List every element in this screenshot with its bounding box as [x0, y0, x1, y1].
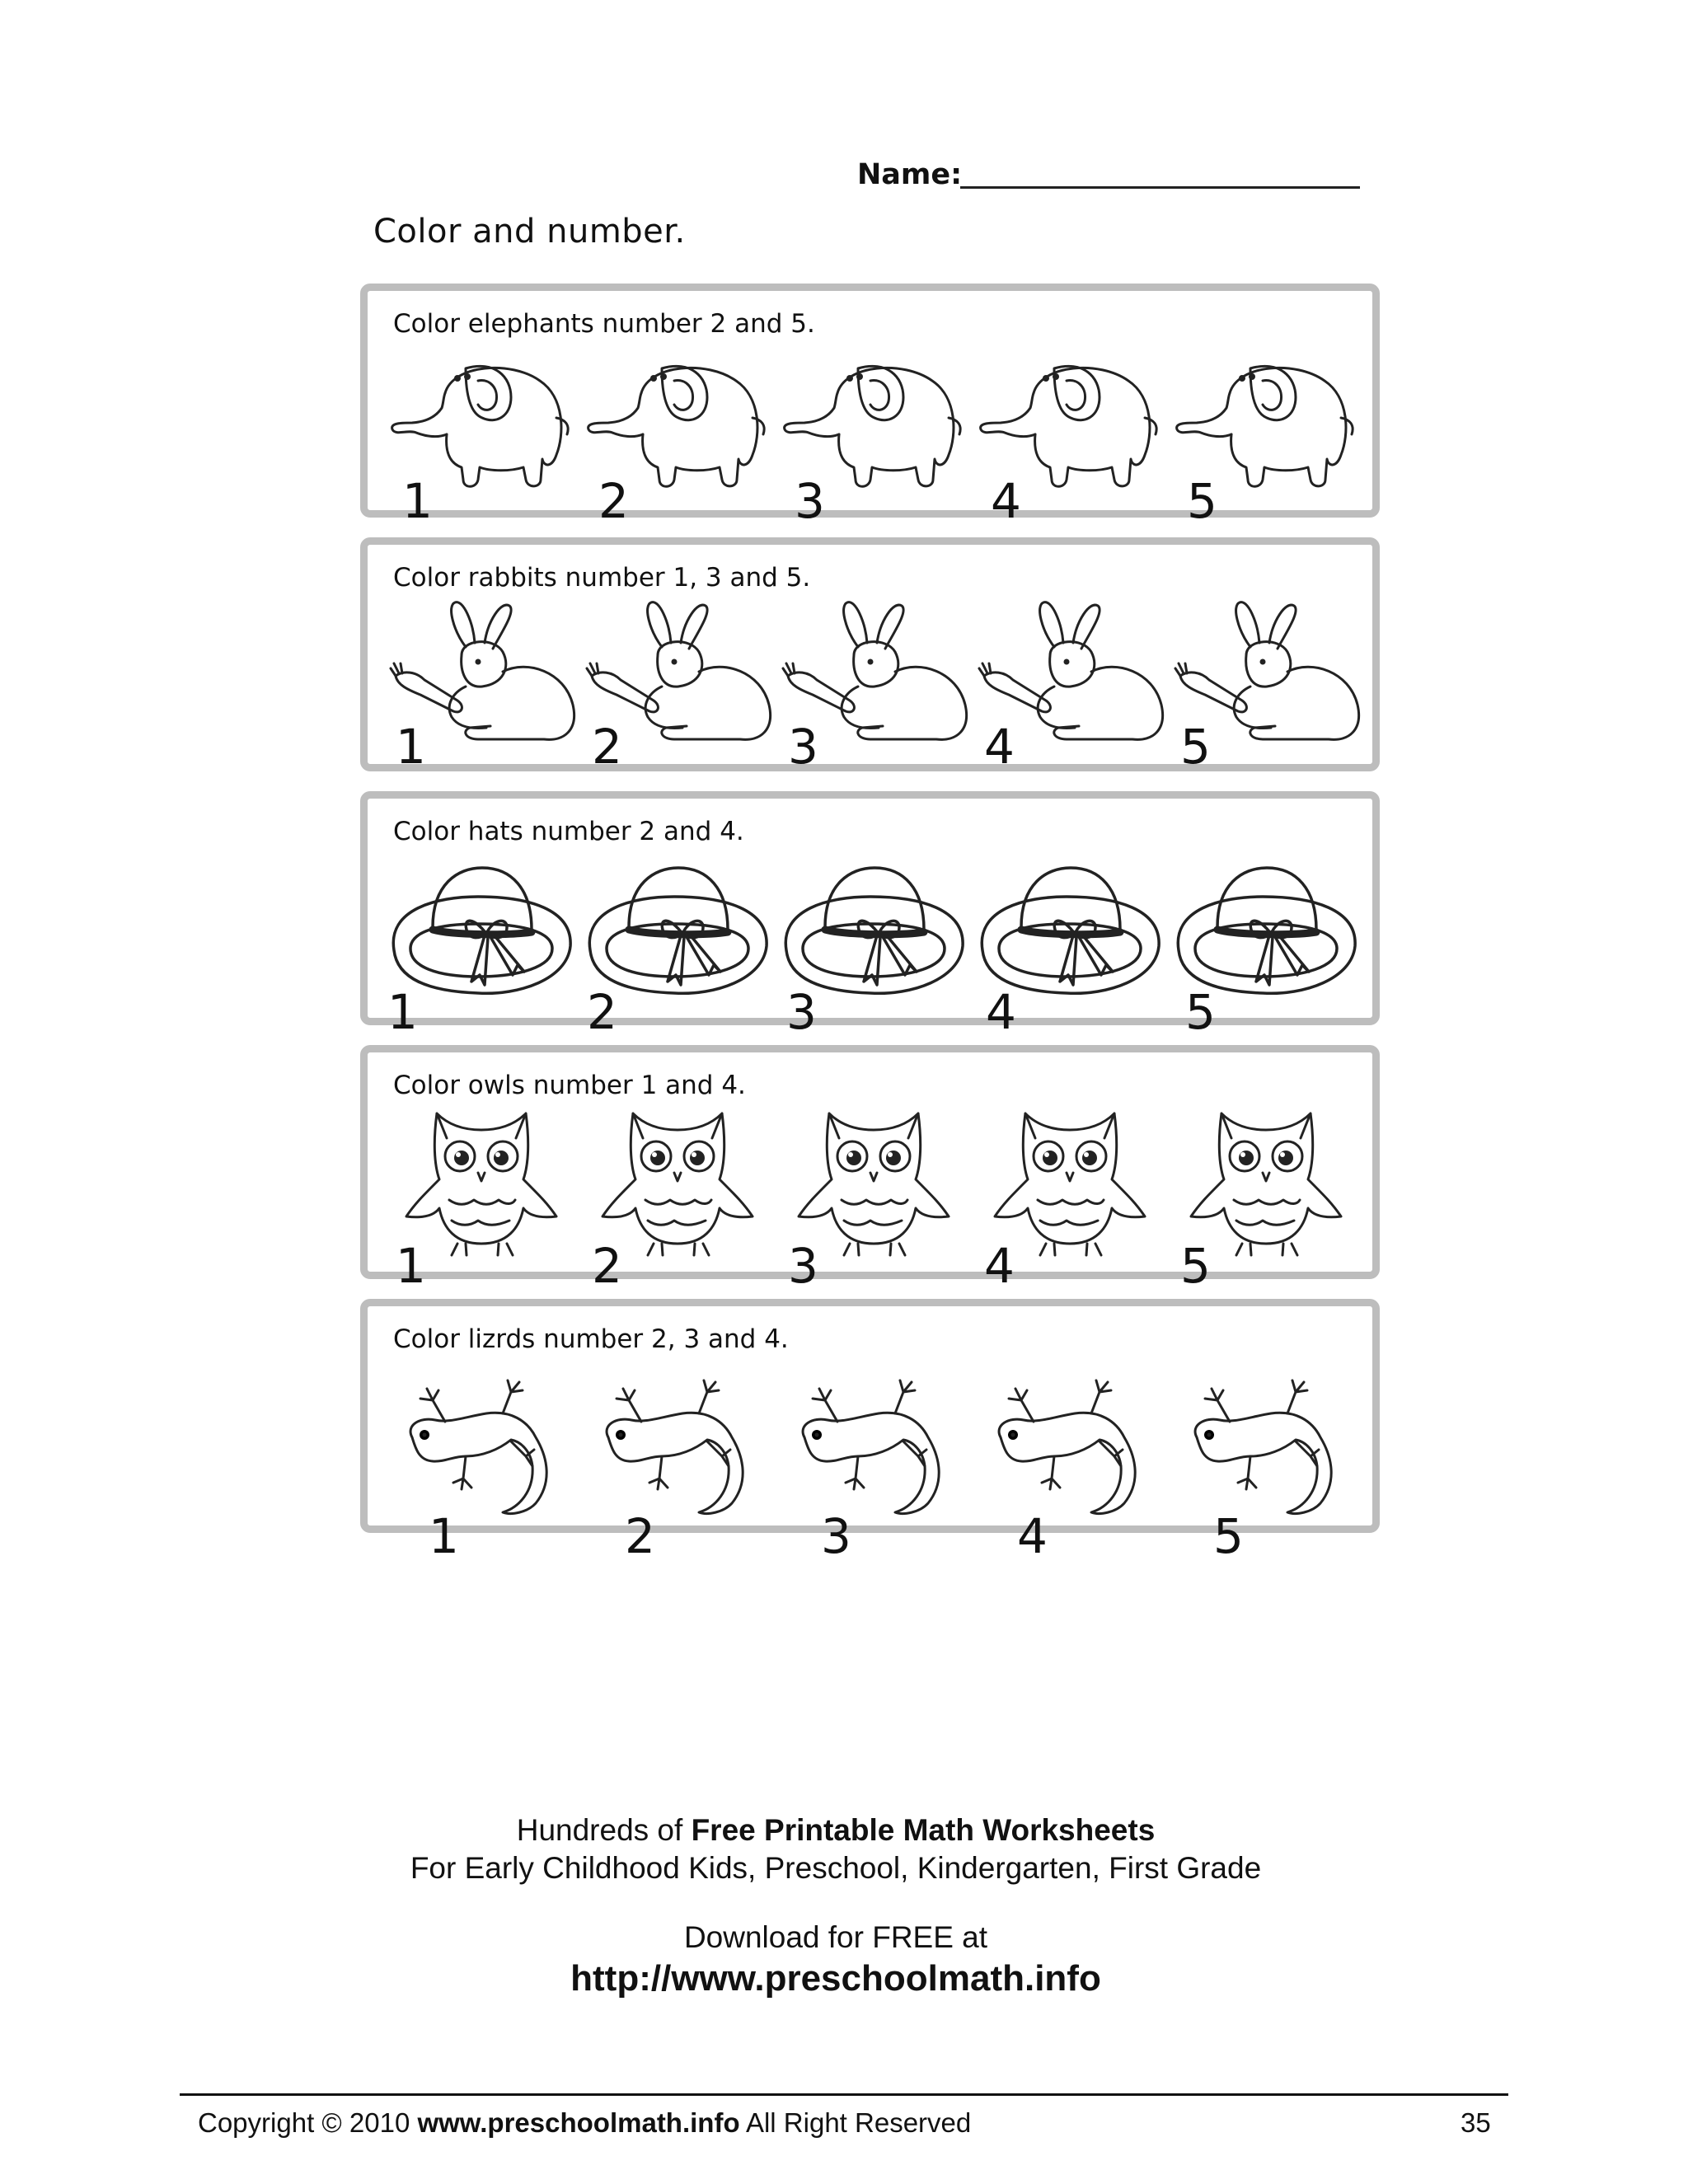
- section-instruction: Color owls number 1 and 4.: [393, 1071, 746, 1100]
- copyright-site-link[interactable]: www.preschoolmath.info: [417, 2107, 740, 2138]
- section-instruction: Color elephants number 2 and 5.: [393, 309, 815, 339]
- picture-item[interactable]: [780, 851, 969, 1040]
- picture-item[interactable]: [1172, 598, 1362, 775]
- item-number: 4: [1017, 1508, 1048, 1564]
- picture-item[interactable]: [1172, 1105, 1362, 1294]
- picture-item[interactable]: [584, 1359, 773, 1564]
- item-number: 2: [587, 984, 617, 1040]
- page-number: 35: [1461, 2107, 1491, 2138]
- footer-line-1: [0, 1813, 1672, 1848]
- section-box: [360, 284, 1380, 529]
- footer-url-link[interactable]: http://www.preschoolmath.info: [570, 1958, 1101, 1999]
- picture-item[interactable]: [780, 1105, 969, 1294]
- picture-item[interactable]: [387, 1105, 577, 1294]
- picture-item[interactable]: [387, 1359, 577, 1564]
- item-number: 3: [821, 1508, 851, 1564]
- picture-item[interactable]: [1172, 1359, 1362, 1564]
- item-number: 5: [1180, 719, 1211, 775]
- section-box: [360, 537, 1380, 775]
- picture-item[interactable]: [976, 1359, 1165, 1564]
- copyright-prefix: Copyright © 2010: [198, 2107, 418, 2138]
- footer-line-1-prefix: Hundreds of: [516, 1813, 692, 1847]
- footer-line-1-bold: Free Printable Math Worksheets: [691, 1813, 1156, 1847]
- picture-item[interactable]: [780, 598, 969, 775]
- picture-item[interactable]: [387, 344, 577, 529]
- item-number: 5: [1213, 1508, 1244, 1564]
- picture-item[interactable]: [387, 851, 577, 1040]
- section-instruction: Color hats number 2 and 4.: [393, 817, 744, 846]
- name-blank-line[interactable]: [960, 186, 1360, 189]
- item-number: 1: [396, 1238, 426, 1294]
- copyright-suffix: All Right Reserved: [739, 2107, 972, 2138]
- item-number: 2: [592, 1238, 622, 1294]
- name-label: Name:: [857, 158, 963, 191]
- item-number: 4: [984, 719, 1015, 775]
- section-instruction: Color rabbits number 1, 3 and 5.: [393, 563, 811, 593]
- item-number: 5: [1185, 984, 1216, 1040]
- item-number: 4: [986, 984, 1016, 1040]
- item-number: 3: [788, 1238, 818, 1294]
- picture-item[interactable]: [780, 1359, 969, 1564]
- picture-item[interactable]: [584, 1105, 773, 1294]
- item-number: 3: [786, 984, 817, 1040]
- picture-item[interactable]: [976, 851, 1165, 1040]
- section-box: [360, 791, 1380, 1040]
- item-number: 4: [984, 1238, 1015, 1294]
- section-box: [360, 1299, 1380, 1564]
- item-number: 1: [402, 473, 433, 529]
- picture-item[interactable]: [584, 344, 773, 529]
- picture-item[interactable]: [976, 1105, 1165, 1294]
- section-instruction: Color lizrds number 2, 3 and 4.: [393, 1324, 789, 1354]
- item-number: 1: [429, 1508, 459, 1564]
- item-number: 2: [625, 1508, 655, 1564]
- picture-item[interactable]: [1172, 344, 1362, 529]
- item-number: 2: [592, 719, 622, 775]
- picture-item[interactable]: [387, 598, 577, 775]
- item-number: 1: [396, 719, 426, 775]
- picture-item[interactable]: [1172, 851, 1362, 1040]
- copyright-text: [198, 2107, 971, 2139]
- picture-item[interactable]: [584, 598, 773, 775]
- footer-divider: [180, 2093, 1508, 2096]
- picture-item[interactable]: [584, 851, 773, 1040]
- item-number: 1: [387, 984, 418, 1040]
- picture-item[interactable]: [780, 344, 969, 529]
- item-number: 3: [788, 719, 818, 775]
- footer-line-2: For Early Childhood Kids, Preschool, Kindergarten, First Grade: [410, 1851, 1262, 1885]
- item-number: 4: [991, 473, 1021, 529]
- item-number: 5: [1180, 1238, 1211, 1294]
- picture-item[interactable]: [976, 344, 1165, 529]
- item-number: 2: [598, 473, 629, 529]
- footer-line-3: Download for FREE at: [683, 1920, 988, 1954]
- picture-item[interactable]: [976, 598, 1165, 775]
- section-box: [360, 1045, 1380, 1294]
- item-number: 3: [795, 473, 825, 529]
- page-title: Color and number.: [373, 213, 686, 251]
- item-number: 5: [1187, 473, 1217, 529]
